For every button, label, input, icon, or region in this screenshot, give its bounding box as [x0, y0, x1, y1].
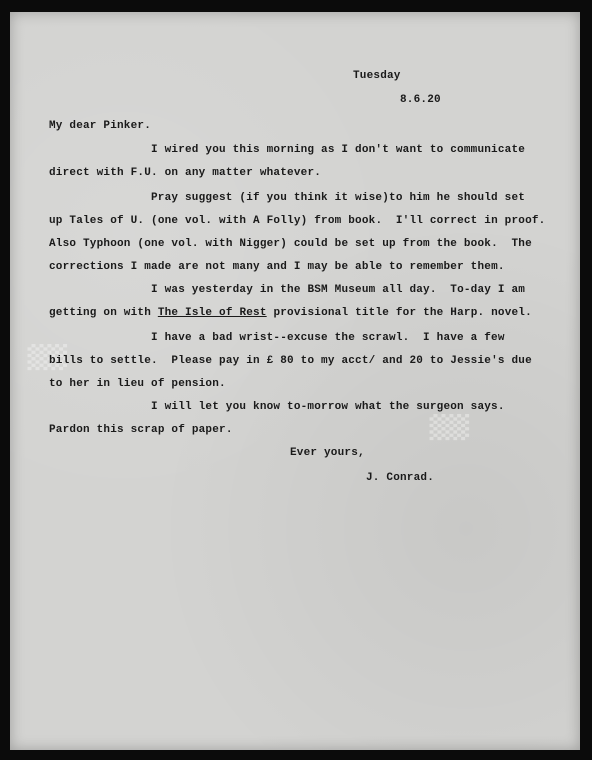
paragraph-3-line-1	[151, 284, 525, 296]
paragraph-2-line-2: up Tales of U. (one vol. with A Folly) from book. I'll correct in proof.	[49, 215, 546, 227]
paragraph-3-line-2-end: provisional title for the Harp. novel.	[266, 307, 532, 319]
novel-title: The Isle of Rest	[157, 307, 267, 319]
letter-sheet	[10, 12, 580, 750]
paragraph-1-line-2: direct with F.U. on any matter whatever.	[49, 167, 322, 179]
paragraph-5-line-1: I will let you know to-morrow what the surgeon says.	[151, 401, 505, 413]
paragraph-1-line-1: I wired you this morning as I don't want to communicate	[151, 144, 526, 156]
paragraph-4-line-2: bills to settle. Please pay in £ 80 to my acct/ and 20 to Jessie's due	[49, 355, 532, 367]
paragraph-4-line-3: to her in lieu of pension.	[49, 378, 226, 390]
paragraph-3-line-1-start: I was yesterday in the	[151, 284, 308, 296]
letter-date: 8.6.20	[400, 94, 441, 106]
watermark-right: ▒	[430, 412, 470, 441]
letter-salutation: My dear Pinker.	[49, 120, 152, 132]
paragraph-3-line-1-end: Museum all day. To-day I am	[327, 284, 526, 296]
letter-signature: J. Conrad.	[366, 472, 435, 484]
paragraph-2-line-3: Also Typhoon (one vol. with Nigger) could be set up from the book. The	[49, 238, 532, 250]
paragraph-2-line-1: Pray suggest (if you think it wise)to him he should set	[151, 192, 526, 204]
letter-day: Tuesday	[353, 70, 401, 82]
paragraph-3-line-2-start: getting on with	[49, 307, 158, 319]
paragraph-5-line-2: Pardon this scrap of paper.	[49, 424, 233, 436]
watermark-left: ▒	[28, 342, 68, 371]
paragraph-4-line-1: I have a bad wrist--excuse the scrawl. I have a few	[151, 332, 505, 344]
letter-closing: Ever yours,	[290, 447, 365, 459]
paragraph-2-line-4: corrections I made are not many and I may be able to remember them.	[49, 261, 505, 273]
paragraph-3-line-2	[49, 307, 532, 319]
museum-abbreviation: BSM	[307, 284, 328, 296]
